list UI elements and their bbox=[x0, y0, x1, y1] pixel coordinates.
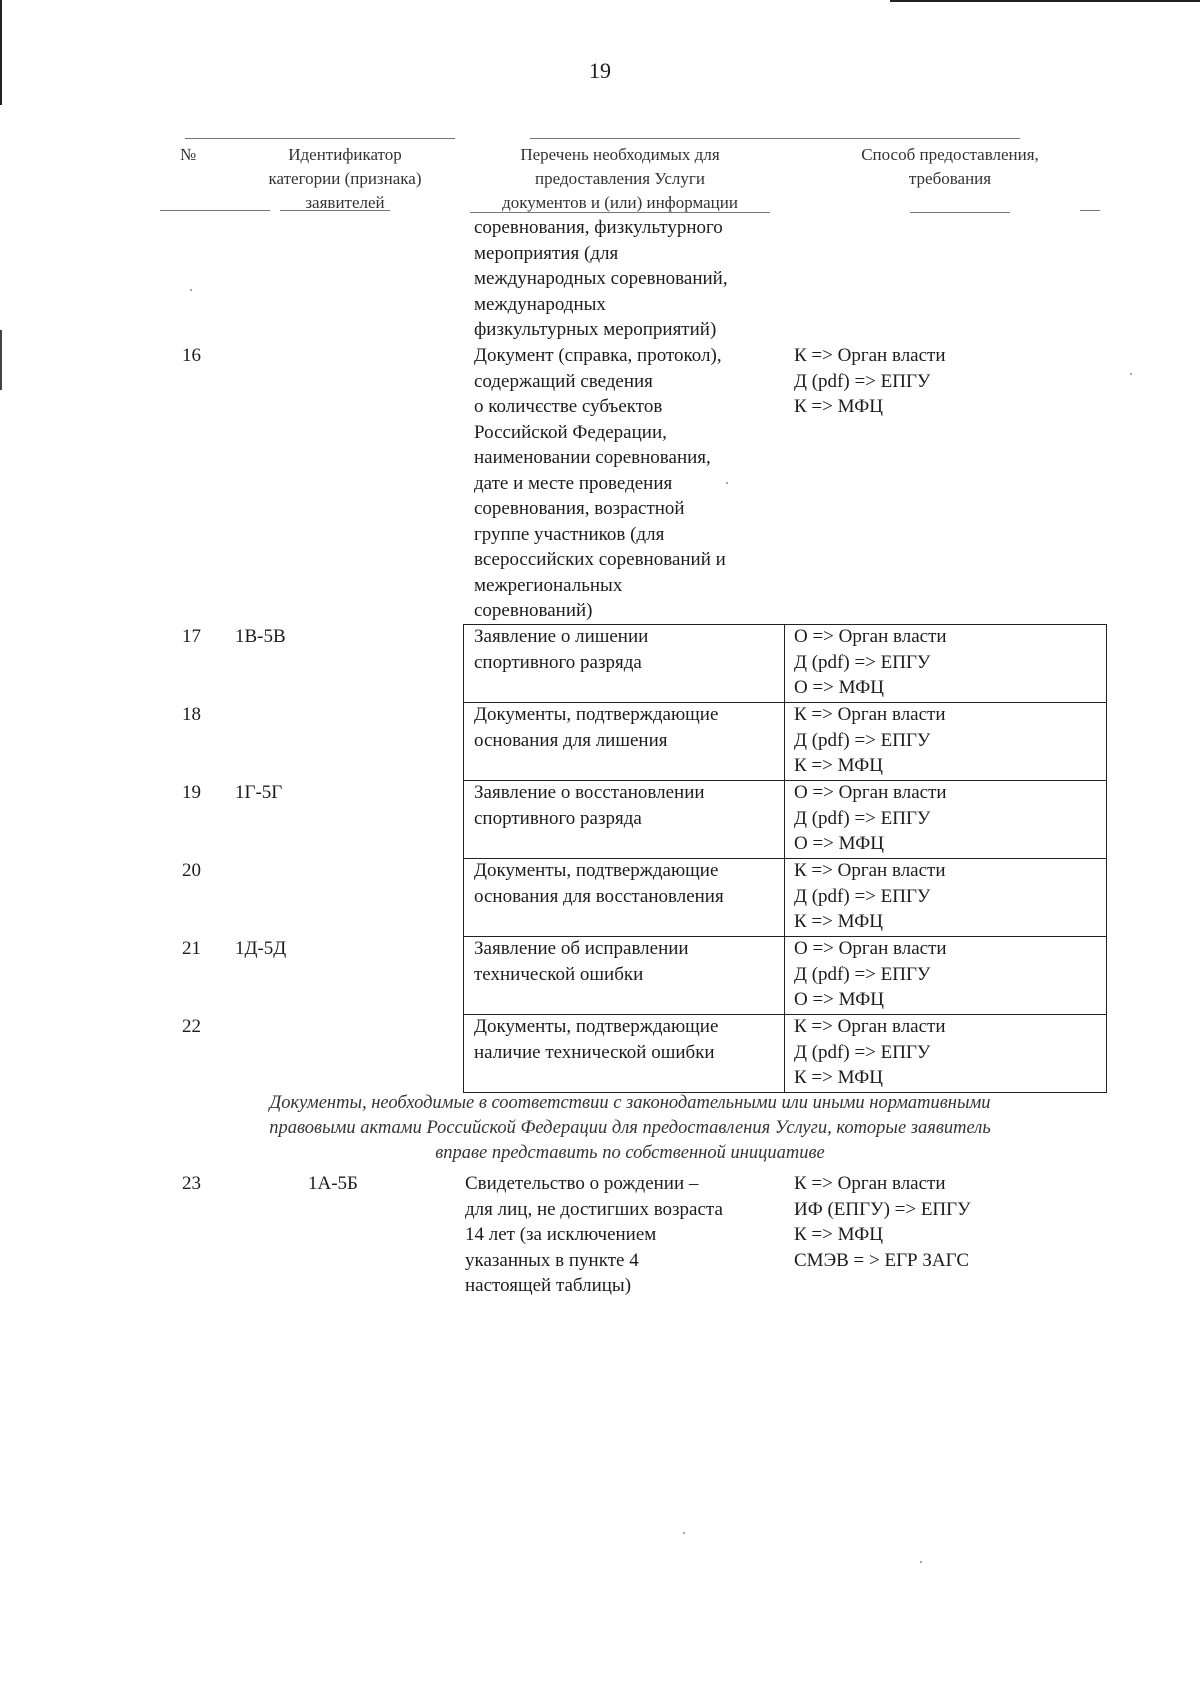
row-identifier: 1В-5В bbox=[235, 626, 286, 647]
row-method: К => Орган власти Д (pdf) => ЕПГУ К => МФЦ bbox=[794, 345, 946, 417]
row-number: 21 bbox=[182, 938, 201, 959]
row-documents: Заявление о восстановлении спортивного разряда bbox=[474, 782, 705, 829]
header-rule bbox=[530, 138, 1020, 139]
row-method: О => Орган власти Д (pdf) => ЕПГУ О => МФЦ bbox=[794, 938, 947, 1010]
header-rule bbox=[910, 212, 1010, 213]
scan-edge bbox=[0, 330, 2, 390]
row-number: 17 bbox=[182, 626, 201, 647]
row-number: 22 bbox=[182, 1016, 201, 1037]
row-method: К => Орган власти ИФ (ЕПГУ) => ЕПГУ К => МФЦ СМЭВ = > ЕГР ЗАГС bbox=[794, 1173, 971, 1271]
row-number: 20 bbox=[182, 860, 201, 881]
row-number: 16 bbox=[182, 345, 201, 366]
row-method: О => Орган власти Д (pdf) => ЕПГУ О => МФЦ bbox=[794, 782, 947, 854]
row-number: 19 bbox=[182, 782, 201, 803]
scan-speck bbox=[683, 1532, 685, 1534]
row-documents: Свидетельство о рождении – для лиц, не достигших возраста 14 лет (за исключением указанных в пункте 4 настоящей таблицы) bbox=[465, 1173, 723, 1296]
row-documents: Заявление об исправлении технической ошибки bbox=[474, 938, 689, 985]
row-identifier: 1Г-5Г bbox=[235, 782, 283, 803]
row-method: К => Орган власти Д (pdf) => ЕПГУ К => МФЦ bbox=[794, 704, 946, 776]
scan-speck bbox=[920, 1561, 922, 1563]
page-number: 19 bbox=[589, 58, 611, 83]
row-method: О => Орган власти Д (pdf) => ЕПГУ О => МФЦ bbox=[794, 626, 947, 698]
row-documents: Документы, подтверждающие основания для восстановления bbox=[474, 860, 724, 907]
section-note: Документы, необходимые в соответствии с законодательными или иными нормативными правовыми актами Российской Федерации для предоставления Услуги, которые заявитель вправе представить по собственной инициативе bbox=[269, 1093, 991, 1163]
row-method: К => Орган власти Д (pdf) => ЕПГУ К => МФЦ bbox=[794, 860, 946, 932]
scan-edge bbox=[0, 0, 2, 105]
row-number: 23 bbox=[182, 1173, 201, 1194]
header-rule bbox=[1080, 210, 1100, 211]
row-documents: Заявление о лишении спортивного разряда bbox=[474, 626, 649, 673]
header-documents: Перечень необходимых для предоставления Услуги документов и (или) информации bbox=[502, 145, 738, 212]
scan-edge bbox=[890, 0, 1200, 2]
header-method: Способ предоставления, требования bbox=[861, 145, 1039, 188]
row-documents: Документы, подтверждающие наличие технической ошибки bbox=[474, 1016, 719, 1063]
header-identifier: Идентификатор категории (признака) заявителей bbox=[268, 145, 422, 212]
row-documents: Документы, подтверждающие основания для лишения bbox=[474, 704, 719, 751]
row-identifier: 1А-5Б bbox=[308, 1173, 358, 1194]
continuation-docs: соревнования, физкультурного мероприятия (для международных соревнований, международных физкультурных мероприятий) bbox=[474, 217, 728, 340]
scan-speck bbox=[1130, 373, 1132, 375]
row-documents: Документ (справка, протокол), содержащий сведения о количєстве субъектов Российской Федерации, наименовании соревнования, дате и месте проведения соревнования, возрастной группе участников (для всероссийских соревнований и межрегиональных соревнований) bbox=[474, 345, 726, 621]
scan-speck bbox=[190, 289, 192, 291]
header-no: № bbox=[180, 145, 197, 164]
scan-speck bbox=[726, 482, 728, 484]
row-identifier: 1Д-5Д bbox=[235, 938, 287, 959]
header-rule bbox=[185, 138, 455, 139]
row-number: 18 bbox=[182, 704, 201, 725]
row-method: К => Орган власти Д (pdf) => ЕПГУ К => МФЦ bbox=[794, 1016, 946, 1088]
